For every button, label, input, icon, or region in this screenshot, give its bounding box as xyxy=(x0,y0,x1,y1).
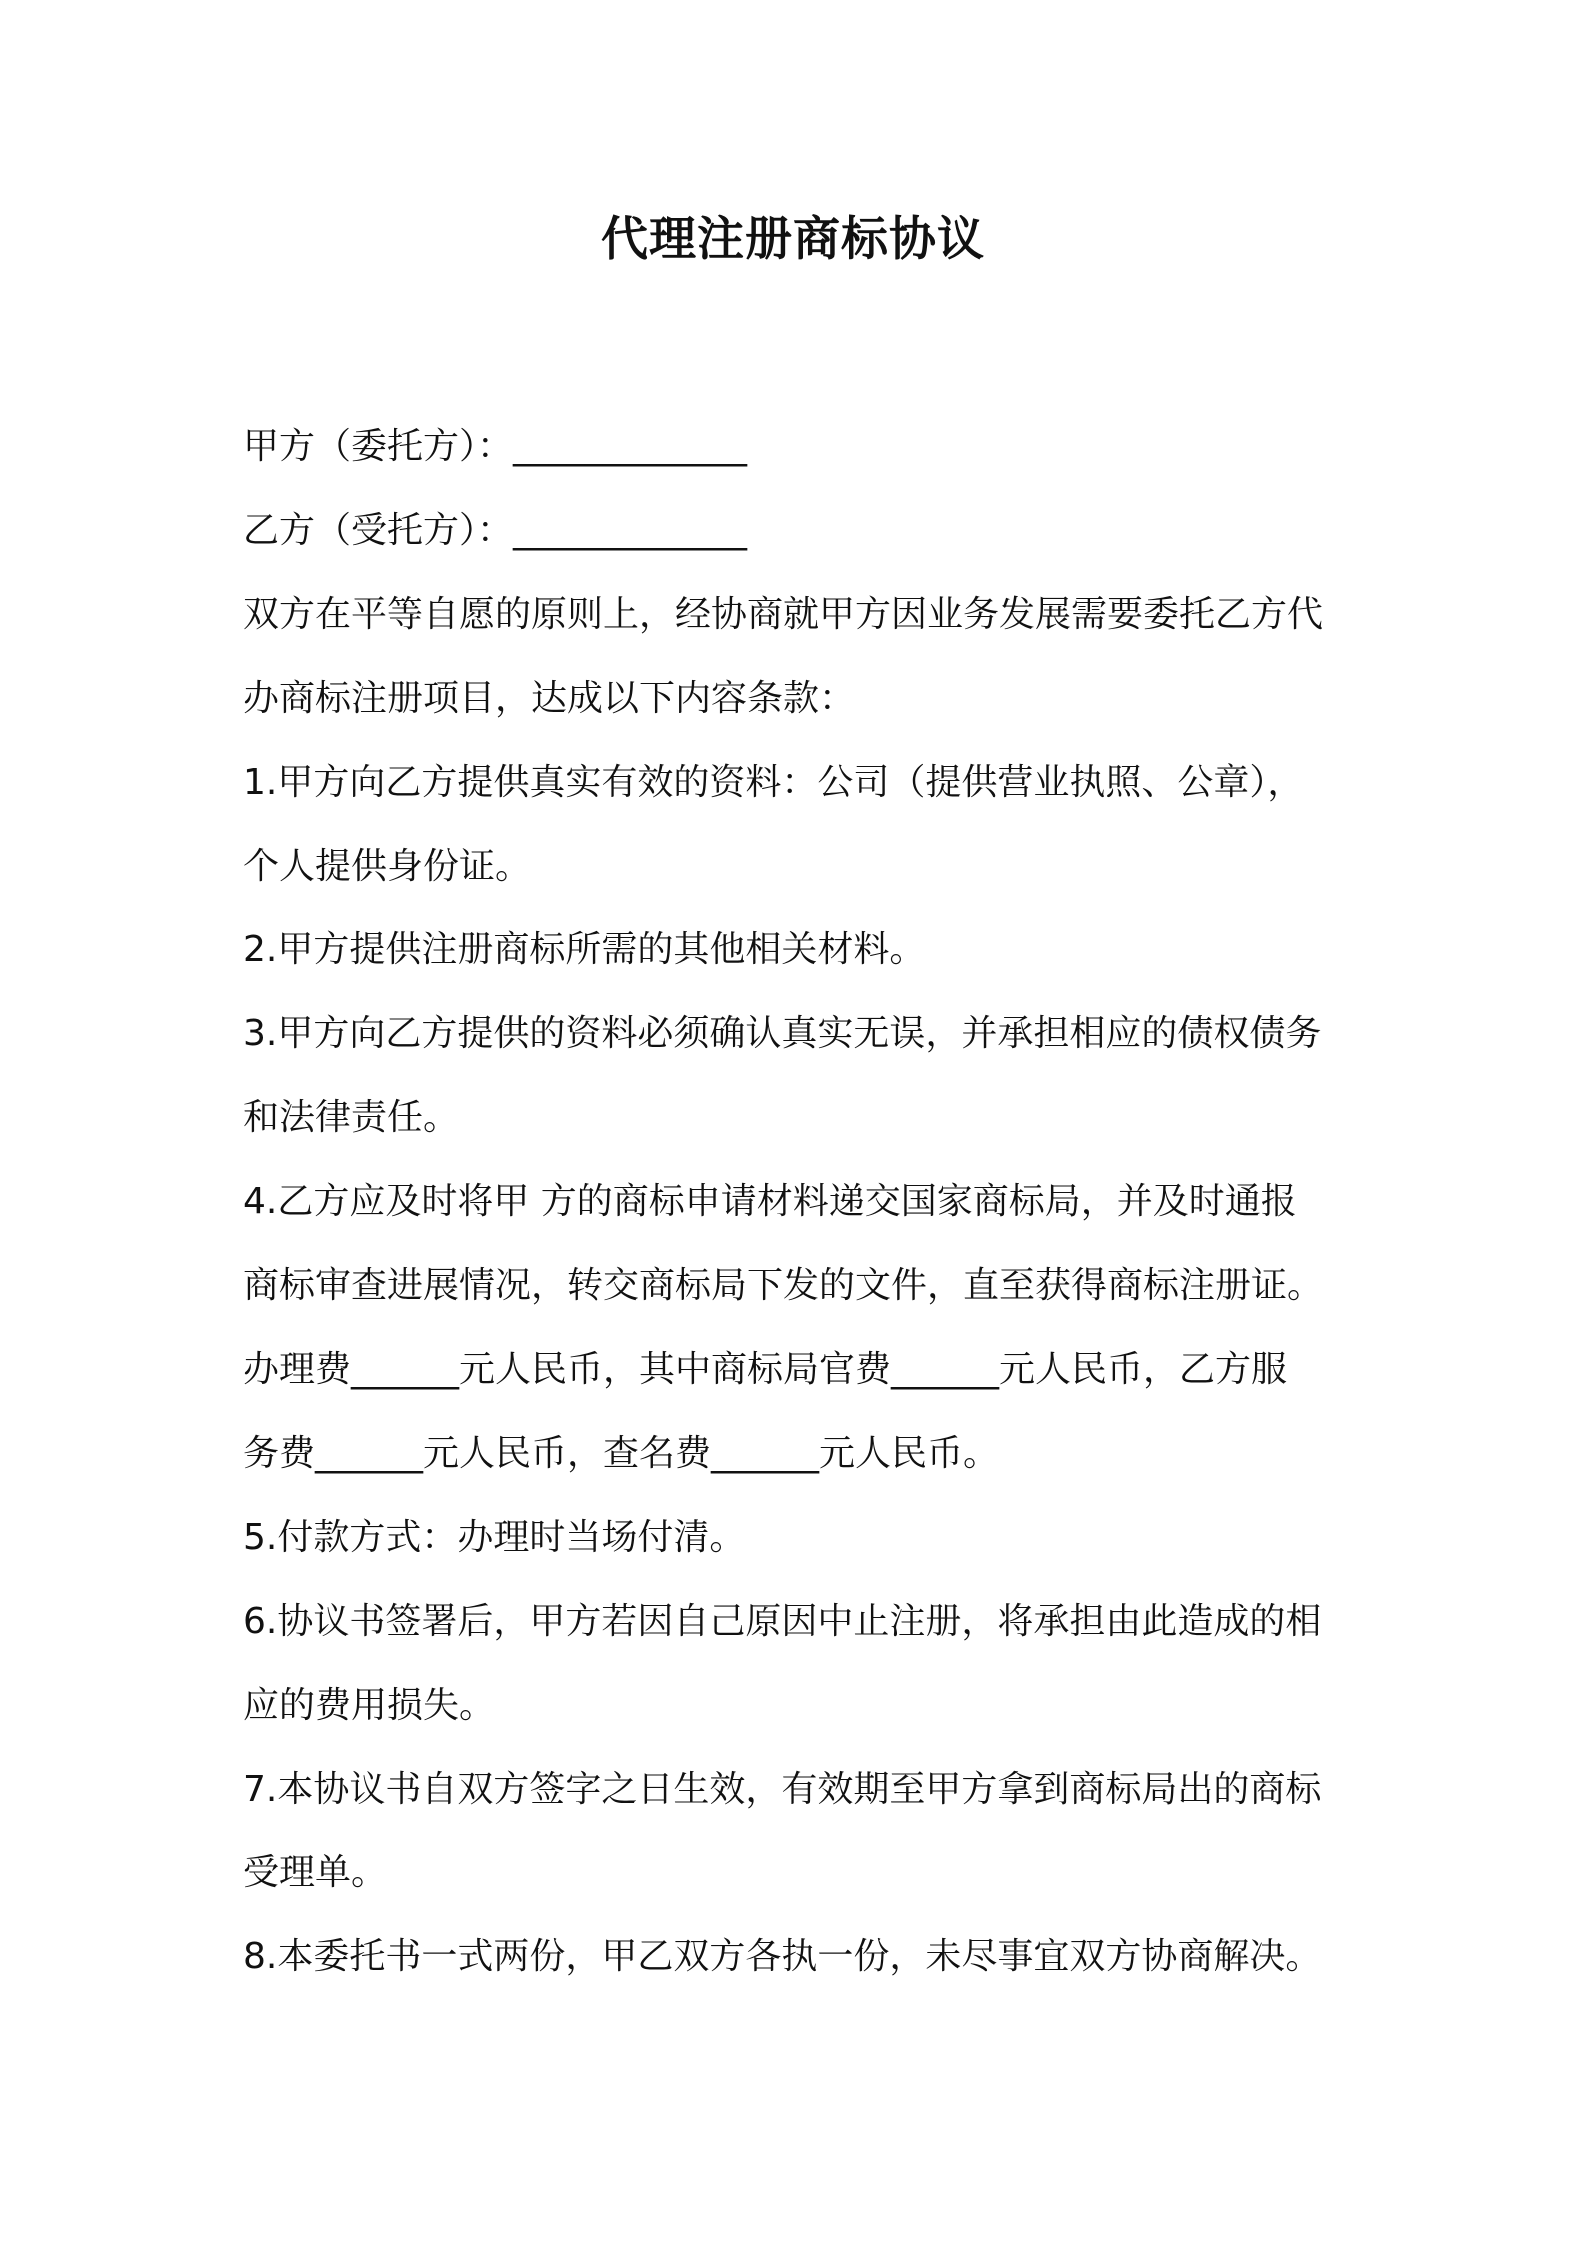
clause-3-line: 和法律责任。 xyxy=(243,1097,460,1139)
clause-8-line: 8.本委托书一式两份，甲乙双方各执一份，未尽事宜双方协商解决。 xyxy=(243,1936,1322,1978)
document-title: 代理注册商标协议 xyxy=(601,212,985,267)
party-b-line: 乙方（受托方）：_____________ xyxy=(243,509,748,551)
clause-1-line: 1.甲方向乙方提供真实有效的资料：公司（提供营业执照、公章）， xyxy=(243,761,1304,803)
clause-4-line: 4.乙方应及时将甲 方的商标申请材料递交国家商标局，并及时通报 xyxy=(243,1181,1297,1223)
clause-6-line: 应的费用损失。 xyxy=(243,1684,496,1726)
fee-line: 办理费______元人民币，其中商标局官费______元人民币，乙方服 xyxy=(243,1348,1288,1390)
preamble-line: 办商标注册项目，达成以下内容条款： xyxy=(243,677,856,719)
clause-5-line: 5.付款方式：办理时当场付清。 xyxy=(243,1516,746,1558)
clause-2-line: 2.甲方提供注册商标所需的其他相关材料。 xyxy=(243,929,926,971)
clause-1-line: 个人提供身份证。 xyxy=(243,845,532,887)
clause-3-line: 3.甲方向乙方提供的资料必须确认真实无误，并承担相应的债权债务 xyxy=(243,1013,1322,1055)
clause-6-line: 6.协议书签署后，甲方若因自己原因中止注册，将承担由此造成的相 xyxy=(243,1600,1322,1642)
clause-4-line: 商标审查进展情况，转交商标局下发的文件，直至获得商标注册证。 xyxy=(243,1265,1324,1307)
clause-7-line: 受理单。 xyxy=(243,1852,388,1894)
party-a-line: 甲方（委托方）：_____________ xyxy=(243,426,748,467)
preamble-line: 双方在平等自愿的原则上，经协商就甲方因业务发展需要委托乙方代 xyxy=(243,593,1324,635)
document-body xyxy=(243,405,1353,1999)
clause-7-line: 7.本协议书自双方签字之日生效，有效期至甲方拿到商标局出的商标 xyxy=(243,1768,1322,1810)
fee-line: 务费______元人民币，查名费______元人民币。 xyxy=(243,1432,1000,1474)
